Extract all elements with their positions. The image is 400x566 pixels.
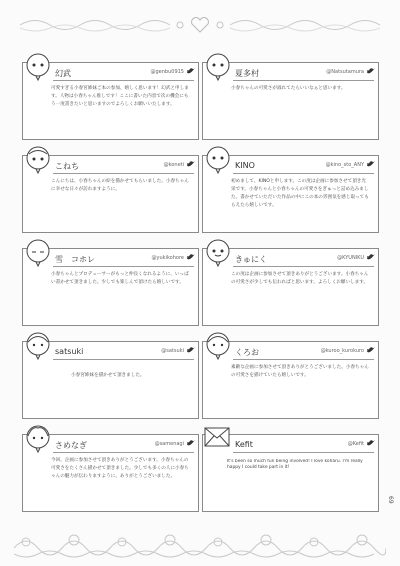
author-handle: @kuroo_kurokuro	[320, 348, 364, 354]
author-name: satsuki	[55, 347, 84, 356]
avatar-balloon-icon	[204, 52, 232, 82]
divider	[233, 80, 374, 81]
avatar-balloon-icon	[24, 424, 52, 454]
author-handle: @samenagi	[154, 441, 184, 447]
author-name: きゅにく	[235, 255, 267, 264]
avatar-balloon-icon	[204, 145, 232, 175]
twitter-bird-icon	[186, 253, 195, 261]
twitter-bird-icon	[186, 67, 195, 75]
divider	[233, 359, 374, 360]
avatar-balloon-icon	[204, 238, 232, 268]
author-handle: @yukikohore	[151, 255, 184, 261]
author-name: Kefit	[235, 440, 253, 449]
avatar-balloon-icon	[24, 145, 52, 175]
message-text: 今回、企画に参加させて頂きありがとうございます。小春ちゃんの可愛さをたくさん描かせて頂きました。少しでも多くの人に小春ちゃんの魅力が伝わりますように。ありがとうございました。	[51, 458, 189, 479]
twitter-bird-icon	[366, 67, 375, 75]
author-name: こねち	[55, 162, 79, 171]
divider	[53, 266, 194, 267]
author-name: 幻武	[55, 69, 71, 78]
message-text: この度は企画に参加させて頂きありがとうございます。小春ちゃんの可愛さが少しでも伝わればと思います。よろしくお願いします。	[231, 272, 369, 285]
avatar-balloon-icon	[24, 52, 52, 82]
twitter-bird-icon	[366, 160, 375, 168]
author-name: くろお	[235, 348, 259, 357]
divider	[233, 452, 374, 453]
message-text: 小春ちゃんの可愛さが溢れてたらいいなぁと思います。	[231, 86, 346, 91]
divider	[53, 452, 194, 453]
author-name: さめなぎ	[55, 441, 87, 450]
author-handle: @koneti	[163, 162, 184, 168]
twitter-bird-icon	[366, 439, 375, 447]
author-handle: @genbu0915	[150, 69, 184, 75]
page-number: 69	[387, 496, 394, 504]
message-text: 可愛すぎる小春宮姉妹ご本の参加、嬉しく思います！幻武と申します。人物は小春ちゃん推しです！ここに書いた内容で次の機会にもう一度書きたいと思いますのでよろしくお願いいたします。	[51, 86, 189, 107]
author-name: 雪 コホレ	[55, 255, 95, 264]
author-handle: @kino_sto_ANY	[325, 162, 364, 168]
author-handle: @Kefit	[347, 441, 364, 447]
divider	[233, 266, 374, 267]
twitter-bird-icon	[366, 346, 375, 354]
author-name: KINO	[235, 161, 255, 170]
author-handle: @satsuki	[161, 348, 184, 354]
avatar-balloon-icon	[24, 238, 52, 268]
divider	[53, 359, 194, 360]
divider	[233, 173, 374, 174]
twitter-bird-icon	[186, 160, 195, 168]
message-text: こんにちは、小春ちゃんの絵を描かせてもらいました。小春ちゃんに幸せな日々が訪れますように。	[51, 179, 189, 192]
divider	[53, 173, 194, 174]
avatar-balloon-icon	[204, 331, 232, 361]
author-handle: @Natsutamura	[326, 69, 364, 75]
twitter-bird-icon	[186, 439, 195, 447]
message-text: 小春宮姉妹を描かせて頂きました。	[71, 373, 145, 378]
lace-border-top	[20, 14, 380, 36]
message-text: 素敵な企画に参加させて頂きありがとうございました。小春ちゃんの可愛さを描けていたら嬉しいです。	[231, 365, 369, 378]
envelope-icon	[203, 424, 231, 454]
twitter-bird-icon	[366, 253, 375, 261]
message-text: It's been so much fun being involved! I love koharu. I'm really happy I could take part in it!	[227, 459, 363, 471]
lace-border-bottom	[14, 528, 386, 562]
message-text: 初めまして、KINOと申します。この度は企画に参加させて頂き光栄です。小春ちゃんと小春ちゃんの可愛さをぎゅっと詰め込みました。書かせていただいた作品の中にこの本の雰囲気を感じ取ってもらえたら嬉しいです。	[231, 179, 369, 208]
divider	[53, 80, 194, 81]
author-name: 夏多村	[235, 69, 259, 78]
avatar-balloon-icon	[24, 331, 52, 361]
heart-icon	[192, 18, 209, 32]
message-text: 小春ちゃんとプロデューサーがもっと仲良くなれるように、いっぱい書かせて頂きました。少しでも楽しんで頂けたら嬉しいです。	[51, 272, 189, 285]
author-handle: @KYUNIKU	[337, 255, 364, 261]
twitter-bird-icon	[186, 346, 195, 354]
